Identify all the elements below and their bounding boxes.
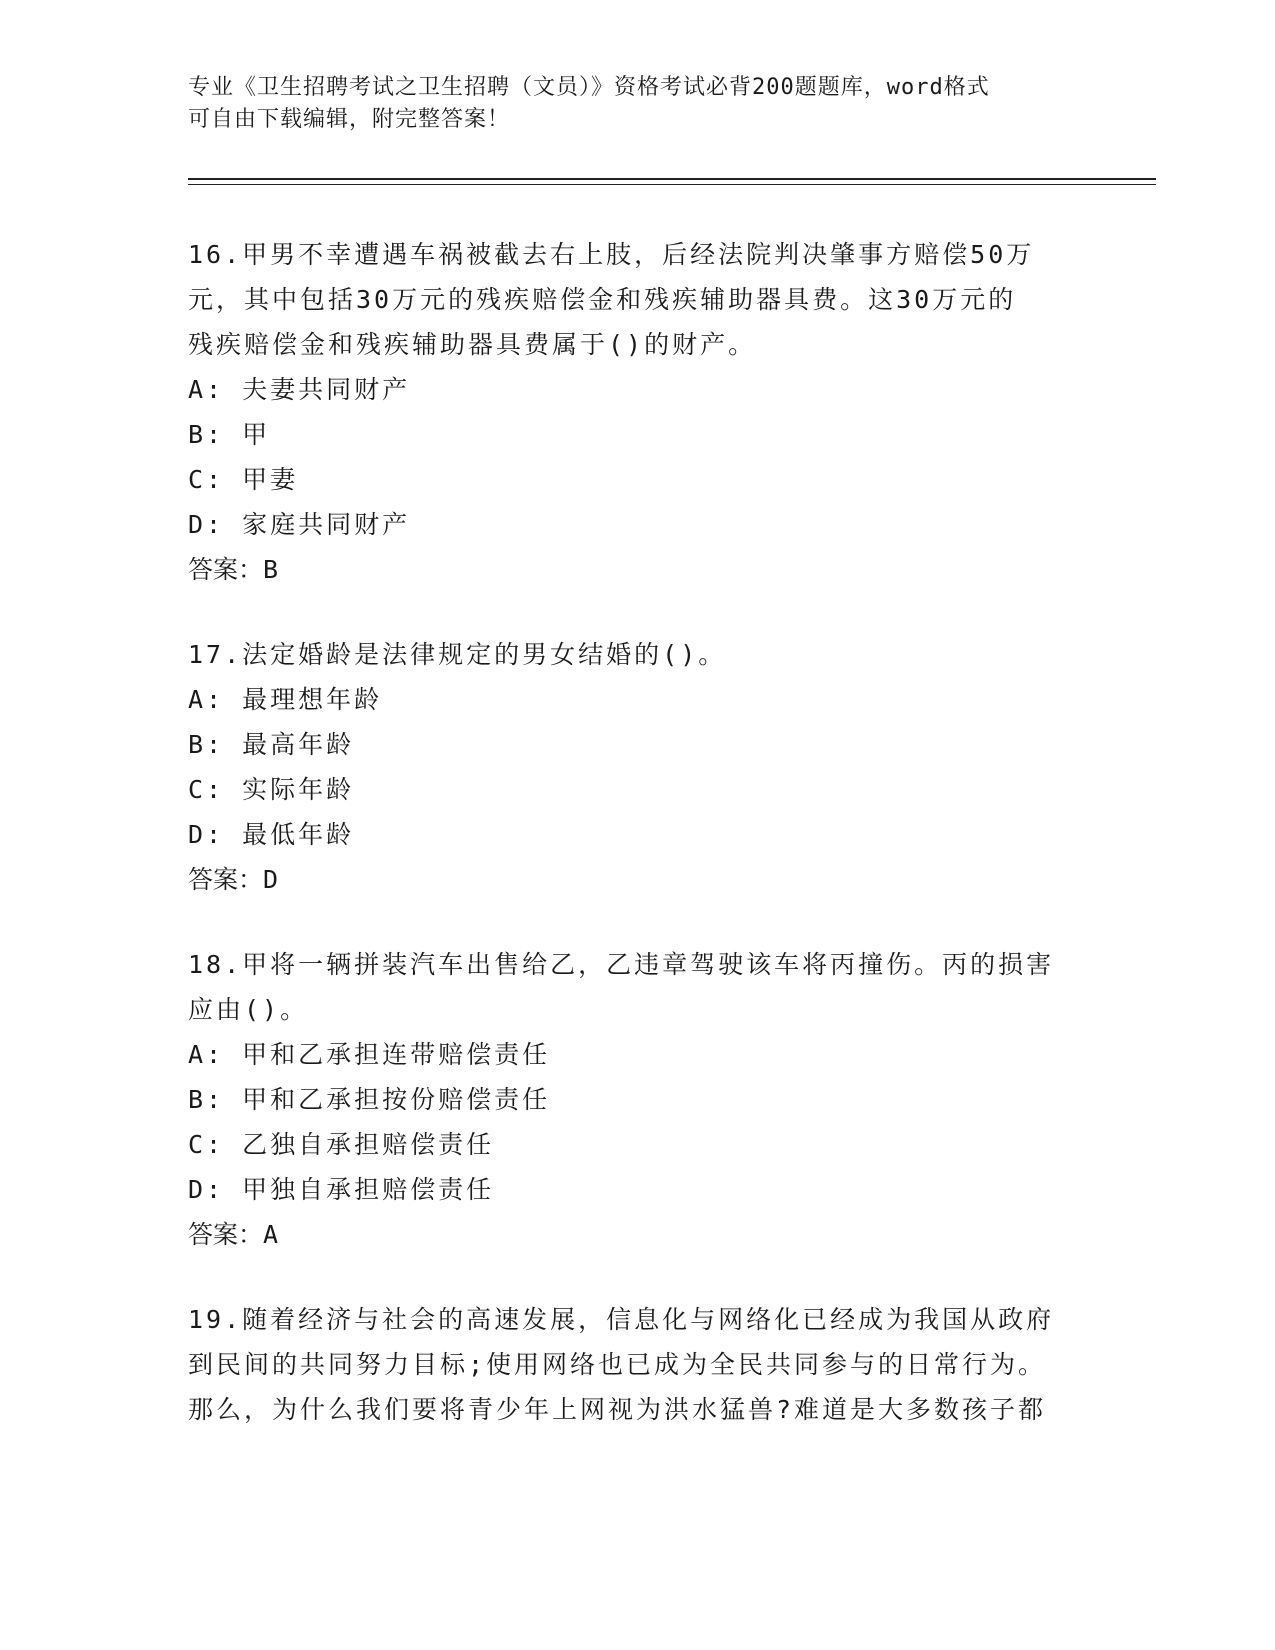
answer-line: 答案：D [188, 865, 279, 894]
stem-line: 18.甲将一辆拼装汽车出售给乙，乙违章驾驶该车将丙撞伤。丙的损害 [188, 950, 1055, 979]
question-stem [188, 1297, 1088, 1432]
question-list [188, 232, 1088, 1472]
option-a: A: 最理想年龄 [188, 685, 383, 714]
header-line-1: 专业《卫生招聘考试之卫生招聘（文员）》资格考试必背200题题库，word格式 [188, 75, 990, 100]
header-line-2: 可自由下载编辑，附完整答案！ [188, 107, 511, 132]
question-17 [188, 632, 1088, 902]
question-number: 18. [188, 950, 243, 979]
answer-line: 答案：B [188, 555, 279, 584]
option-c: C: 乙独自承担赔偿责任 [188, 1130, 495, 1159]
question-number: 16. [188, 240, 243, 269]
stem-line: 元，其中包括30万元的残疾赔偿金和残疾辅助器具费。这30万元的 [188, 285, 1017, 314]
question-stem [188, 942, 1088, 1032]
answer-line: 答案：A [188, 1220, 279, 1249]
answer-value: B [263, 555, 279, 584]
question-18 [188, 942, 1088, 1257]
question-16 [188, 232, 1088, 592]
question-19 [188, 1297, 1088, 1432]
stem-line: 残疾赔偿金和残疾辅助器具费属于()的财产。 [188, 330, 757, 359]
question-number: 19. [188, 1305, 243, 1334]
question-stem [188, 232, 1088, 367]
question-stem [188, 632, 1088, 677]
document-header [188, 72, 1068, 136]
option-d: D: 最低年龄 [188, 820, 355, 849]
option-b: B: 甲和乙承担按份赔偿责任 [188, 1085, 551, 1114]
option-a: A: 甲和乙承担连带赔偿责任 [188, 1040, 551, 1069]
option-b: B: 甲 [188, 420, 271, 449]
stem-line: 17.法定婚龄是法律规定的男女结婚的()。 [188, 640, 727, 669]
stem-line: 16.甲男不幸遭遇车祸被截去右上肢，后经法院判决肇事方赔偿50万 [188, 240, 1035, 269]
header-divider [188, 178, 1156, 185]
stem-line: 到民间的共同努力目标;使用网络也已成为全民共同参与的日常行为。 [188, 1350, 1047, 1379]
stem-line: 应由()。 [188, 995, 309, 1024]
option-c: C: 甲妻 [188, 465, 299, 494]
option-b: B: 最高年龄 [188, 730, 355, 759]
stem-line: 那么，为什么我们要将青少年上网视为洪水猛兽?难道是大多数孩子都 [188, 1395, 1047, 1424]
option-d: D: 家庭共同财产 [188, 510, 411, 539]
option-c: C: 实际年龄 [188, 775, 355, 804]
answer-value: D [263, 865, 279, 894]
option-a: A: 夫妻共同财产 [188, 375, 411, 404]
answer-value: A [263, 1220, 279, 1249]
question-number: 17. [188, 640, 243, 669]
stem-line: 19.随着经济与社会的高速发展，信息化与网络化已经成为我国从政府 [188, 1305, 1055, 1334]
option-d: D: 甲独自承担赔偿责任 [188, 1175, 495, 1204]
